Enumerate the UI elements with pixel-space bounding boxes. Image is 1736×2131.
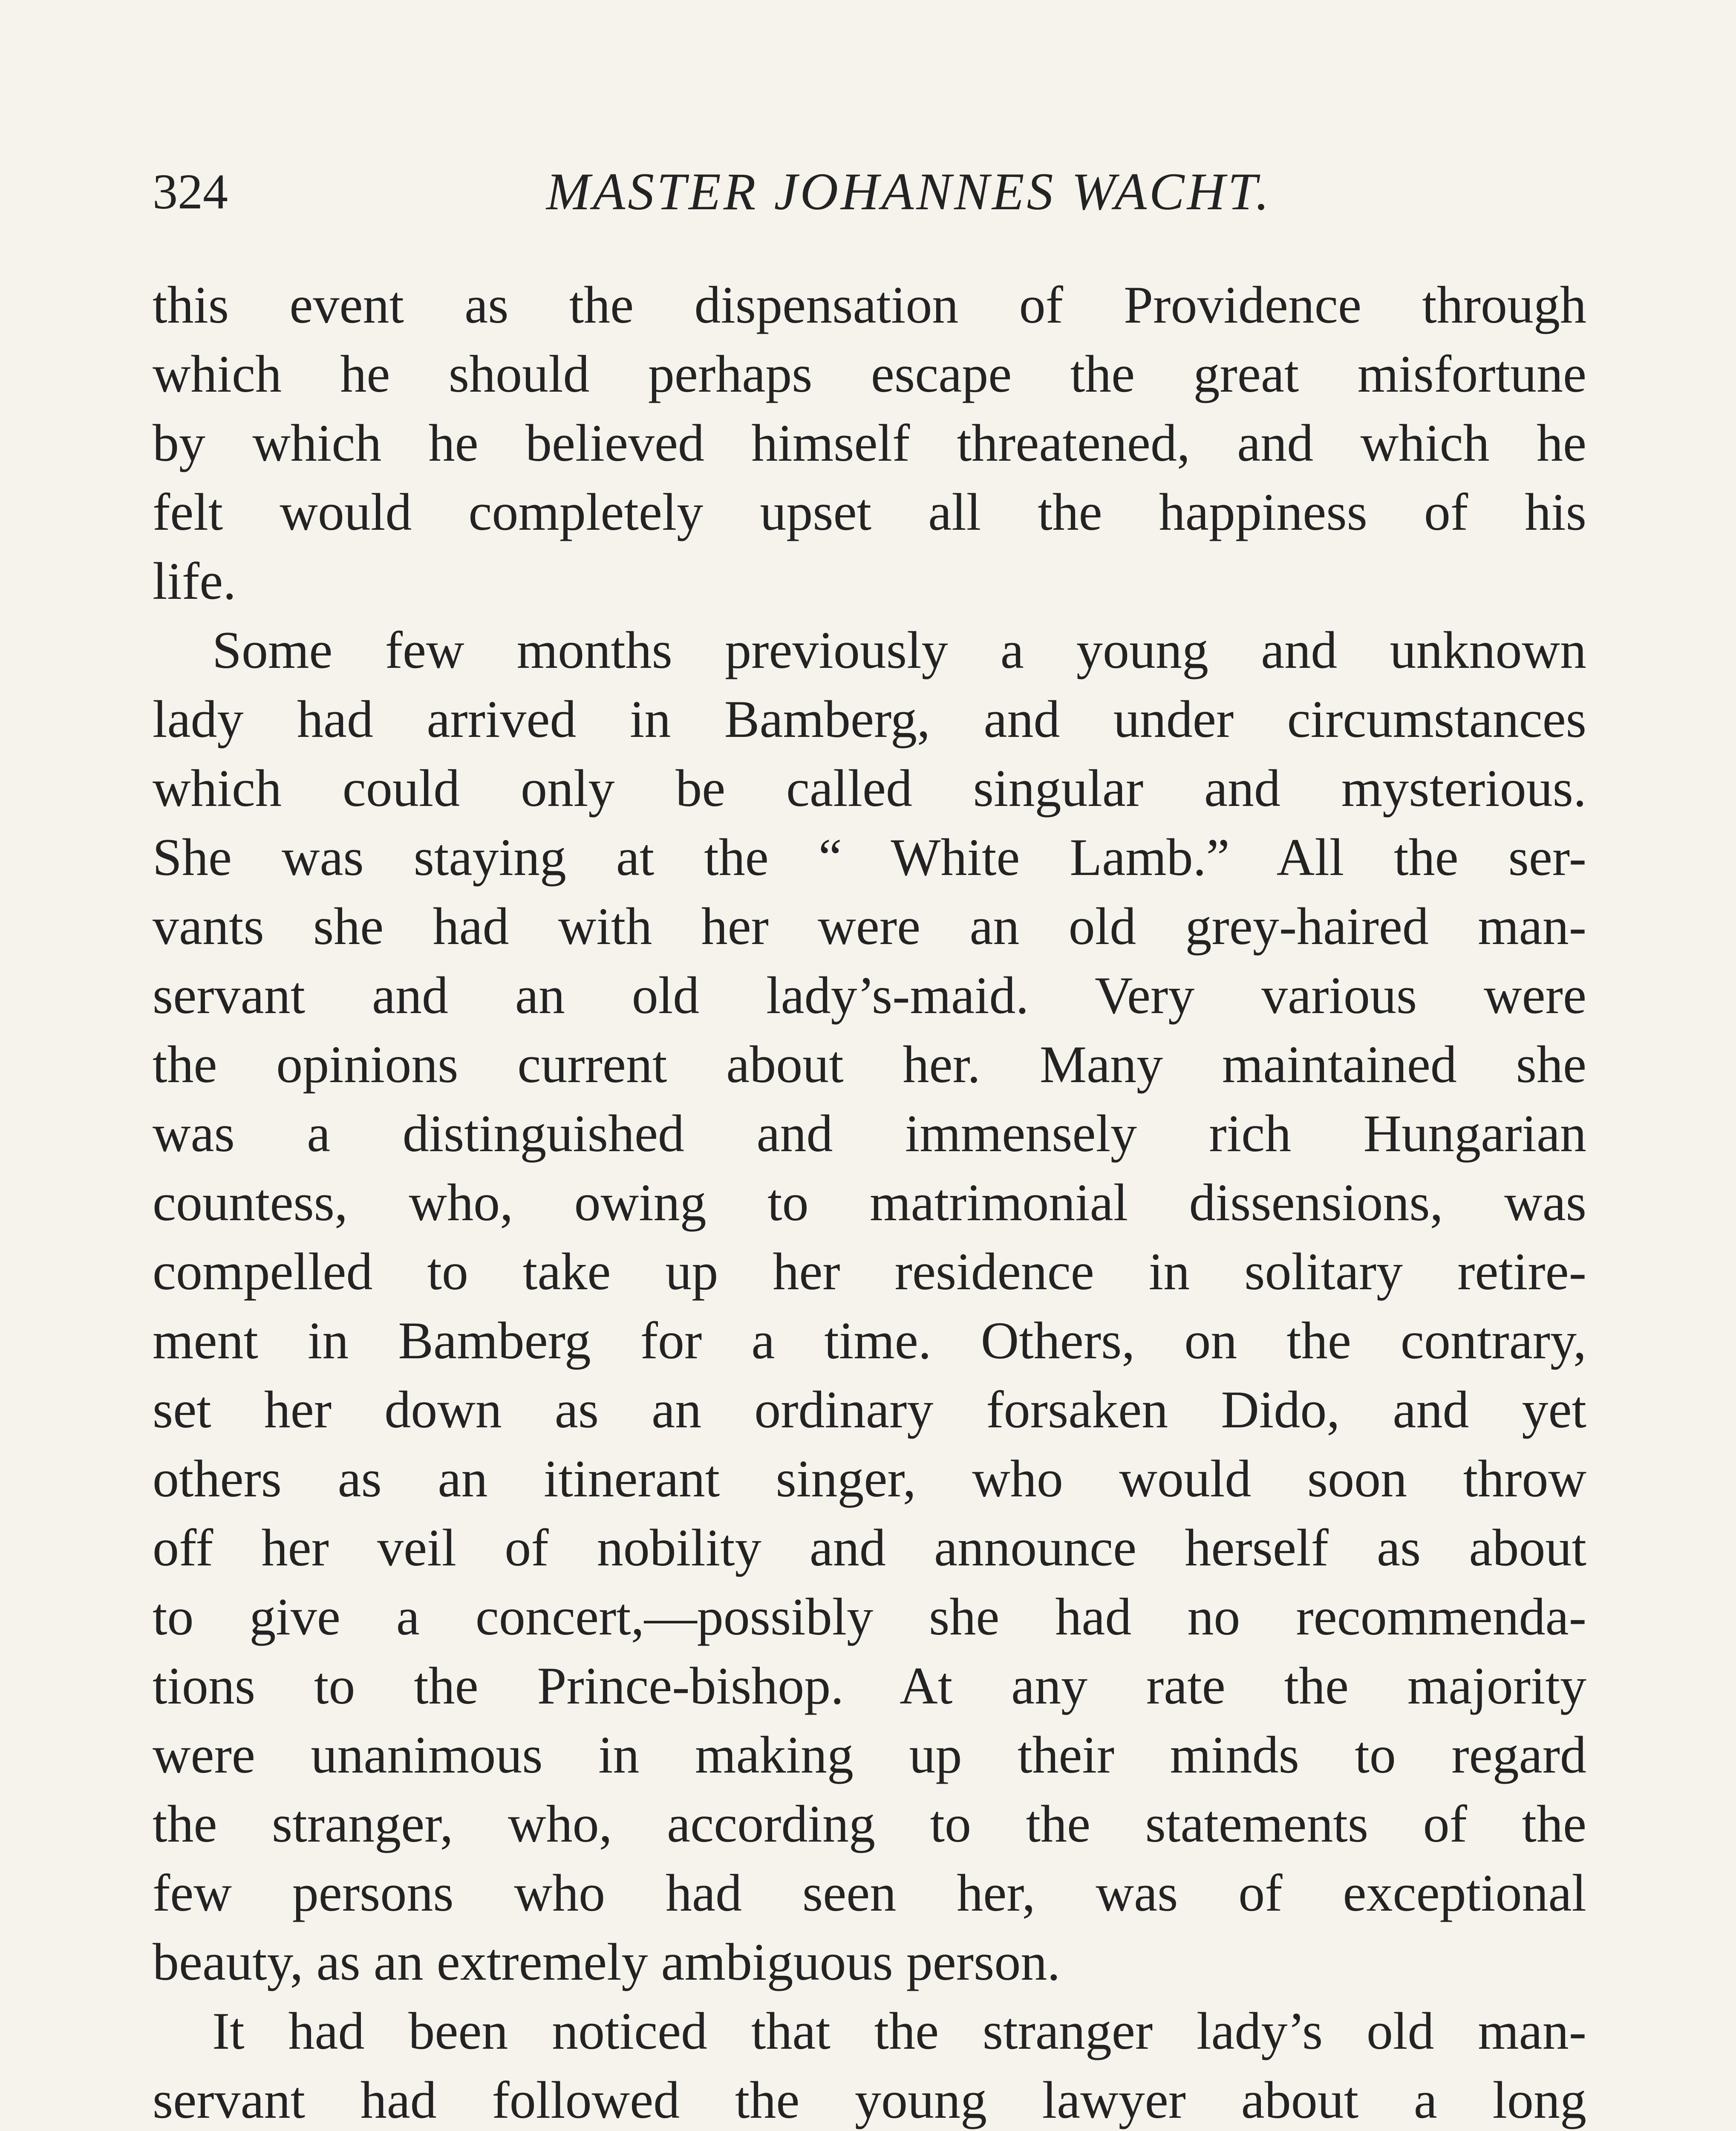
text-line: Some few months previously a young and unknown [212,621,1586,679]
text-line: compelled to take up her residence in solitary retire- [153,1242,1586,1301]
text-line: which could only be called singular and mysterious. [153,759,1586,817]
body-text [153,271,1586,2131]
page-header [153,158,1586,243]
text-line: ment in Bamberg for a time. Others, on the contrary, [153,1311,1586,1370]
text-line: felt would completely upset all the happiness of his [153,483,1586,541]
text-line: vants she had with her were an old grey-haired man- [153,897,1586,956]
page-number: 324 [153,164,228,219]
text-line: servant had followed the young lawyer about a long [153,2071,1586,2129]
text-line: beauty, as an extremely ambiguous person. [153,1933,1061,1991]
text-line: It had been noticed that the stranger lady’s old man- [212,2002,1586,2060]
text-line: lady had arrived in Bamberg, and under circumstances [153,690,1586,748]
text-line: others as an itinerant singer, who would soon throw [153,1450,1586,1508]
text-line: set her down as an ordinary forsaken Dido, and yet [153,1380,1586,1439]
text-line: the stranger, who, according to the statements of the [153,1795,1586,1853]
paragraph [153,1997,1586,2131]
text-line: few persons who had seen her, was of exceptional [153,1864,1586,1922]
text-line: countess, who, owing to matrimonial dissensions, was [153,1173,1586,1232]
text-line: the opinions current about her. Many maintained she [153,1035,1586,1094]
text-line: was a distinguished and immensely rich Hungarian [153,1104,1586,1163]
text-line: to give a concert,—possibly she had no recommenda- [153,1588,1586,1646]
text-line: off her veil of nobility and announce herself as about [153,1519,1586,1577]
text-line: were unanimous in making up their minds to regard [153,1726,1586,1784]
text-line: by which he believed himself threatened, and which he [153,414,1586,472]
text-line: this event as the dispensation of Providence through [153,276,1586,334]
text-line: tions to the Prince-bishop. At any rate the majority [153,1657,1586,1715]
running-title: MASTER JOHANNES WACHT. [546,162,1272,221]
text-line: which he should perhaps escape the great misfortune [153,345,1586,403]
paragraph [153,271,1586,616]
text-line: She was staying at the “ White Lamb.” All the ser- [153,828,1586,886]
paragraph [153,616,1586,1997]
text-line: life. [153,552,236,610]
text-line: servant and an old lady’s-maid. Very various were [153,966,1586,1025]
